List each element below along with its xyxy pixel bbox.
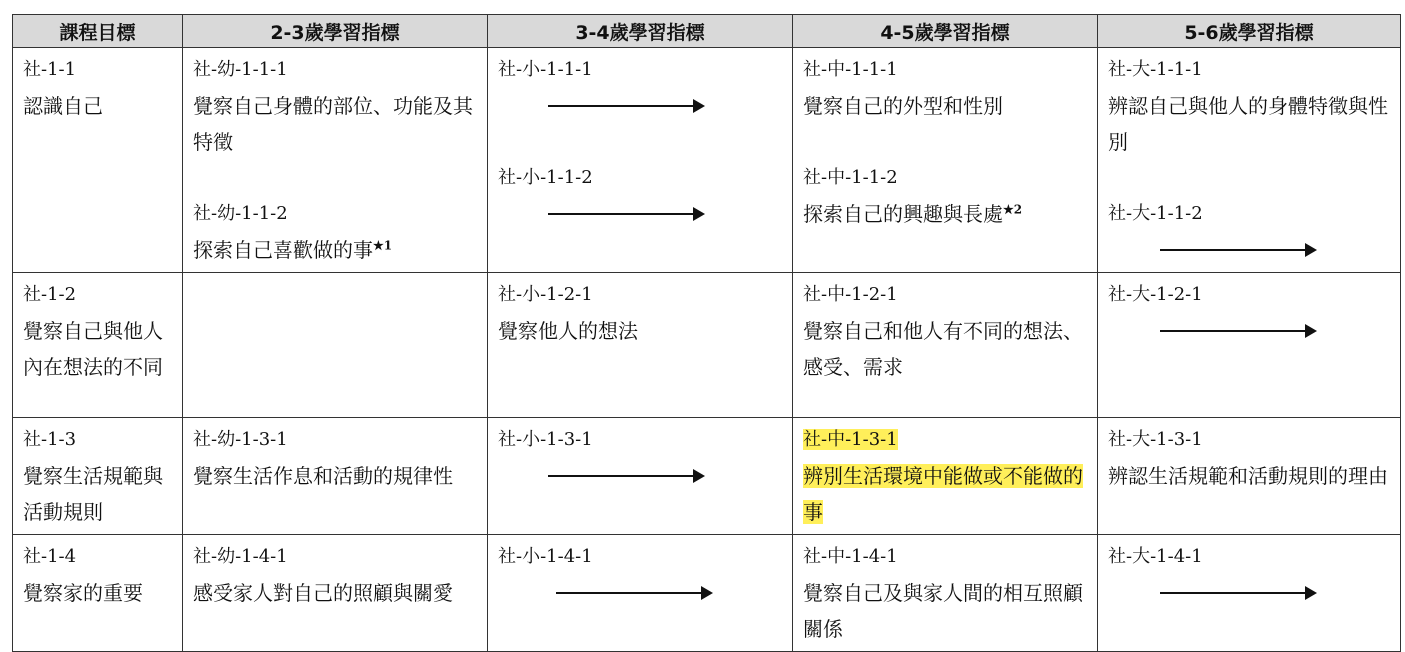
age-3-4-cell [488,48,793,273]
indicator [803,160,1089,232]
indicator-code: 社-幼-1-1-1 [193,59,288,80]
age-3-4-cell [488,535,793,652]
indicator-code: 社-幼-1-4-1 [193,546,288,567]
right-arrow-icon [556,592,711,594]
star-note: ★2 [1003,202,1023,217]
goal-text: 覺察生活規範與活動規則 [23,464,163,524]
right-arrow-icon [548,105,703,107]
header-age-4-5: 4-5歲學習指標 [793,15,1098,48]
indicator-code: 社-小-1-4-1 [498,546,593,567]
age-4-5-cell [793,535,1098,652]
indicator-text: 覺察生活作息和活動的規律性 [193,464,453,488]
indicator [193,196,479,268]
indicator-text: 覺察自己身體的部位、功能及其特徵 [193,94,473,154]
age-5-6-cell [1098,418,1401,535]
goal-cell [13,418,183,535]
header-age-3-4: 3-4歲學習指標 [488,15,793,48]
age-2-3-cell [183,535,488,652]
indicator-code: 社-小-1-3-1 [498,429,593,450]
highlighted-indicator-code: 社-中-1-3-1 [803,429,898,450]
age-4-5-cell [793,273,1098,418]
goal-code: 社-1-4 [23,546,77,567]
table-row [13,273,1401,418]
header-row [13,15,1401,48]
indicator-code: 社-大-1-1-2 [1108,203,1203,224]
indicator [1108,196,1392,268]
indicator [193,52,479,160]
goal-text: 覺察自己與他人內在想法的不同 [23,319,163,379]
age-4-5-cell [793,48,1098,273]
indicator-code: 社-小-1-1-2 [498,167,593,188]
indicator-text: 覺察他人的想法 [498,319,638,343]
indicator-code: 社-大-1-1-1 [1108,59,1203,80]
header-goal: 課程目標 [13,15,183,48]
indicator-code: 社-中-1-4-1 [803,546,898,567]
right-arrow-icon [1160,330,1315,332]
indicator-text: 覺察自己和他人有不同的想法、感受、需求 [803,319,1083,379]
age-2-3-cell [183,418,488,535]
table-row [13,535,1401,652]
right-arrow-icon [548,213,703,215]
goal-text: 認識自己 [23,94,103,118]
indicator-code: 社-大-1-4-1 [1108,546,1203,567]
table-row [13,418,1401,535]
indicator-code: 社-小-1-2-1 [498,284,593,305]
indicator-code: 社-中-1-1-2 [803,167,898,188]
age-2-3-cell [183,273,488,418]
indicator-text: 探索自己的興趣與長處 [803,202,1003,226]
indicator-code: 社-幼-1-1-2 [193,203,288,224]
indicator [498,160,784,232]
right-arrow-icon [548,475,703,477]
goal-cell [13,535,183,652]
indicator-text: 覺察自己的外型和性別 [803,94,1003,118]
learning-indicators-table [12,14,1401,652]
star-note: ★1 [373,238,393,253]
indicator [803,52,1089,124]
indicator-code: 社-大-1-3-1 [1108,429,1203,450]
indicator-code: 社-大-1-2-1 [1108,284,1203,305]
indicator-text: 探索自己喜歡做的事 [193,238,373,262]
age-3-4-cell [488,273,793,418]
indicator [1108,52,1392,160]
goal-cell [13,273,183,418]
header-age-5-6: 5-6歲學習指標 [1098,15,1401,48]
indicator-code: 社-中-1-2-1 [803,284,898,305]
indicator-text: 覺察自己及與家人間的相互照顧關係 [803,581,1083,641]
indicator-code: 社-幼-1-3-1 [193,429,288,450]
age-4-5-cell [793,418,1098,535]
goal-code: 社-1-2 [23,284,77,305]
indicator-text-line [193,232,479,268]
indicator-code: 社-小-1-1-1 [498,59,593,80]
indicator [498,52,784,124]
right-arrow-icon [1160,592,1315,594]
age-5-6-cell [1098,535,1401,652]
age-2-3-cell [183,48,488,273]
goal-code: 社-1-3 [23,429,77,450]
indicator-code: 社-中-1-1-1 [803,59,898,80]
indicator-text: 辨認自己與他人的身體特徵與性別 [1108,94,1388,154]
right-arrow-icon [1160,249,1315,251]
table-row [13,48,1401,273]
age-5-6-cell [1098,273,1401,418]
age-3-4-cell [488,418,793,535]
indicator-text: 辨認生活規範和活動規則的理由 [1108,464,1388,488]
age-5-6-cell [1098,48,1401,273]
highlighted-indicator-text: 辨別生活環境中能做或不能做的事 [803,464,1083,524]
goal-cell [13,48,183,273]
goal-code: 社-1-1 [23,59,77,80]
goal-text: 覺察家的重要 [23,581,143,605]
header-age-2-3: 2-3歲學習指標 [183,15,488,48]
indicator-text-line [803,196,1089,232]
indicator-text: 感受家人對自己的照顧與關愛 [193,581,453,605]
